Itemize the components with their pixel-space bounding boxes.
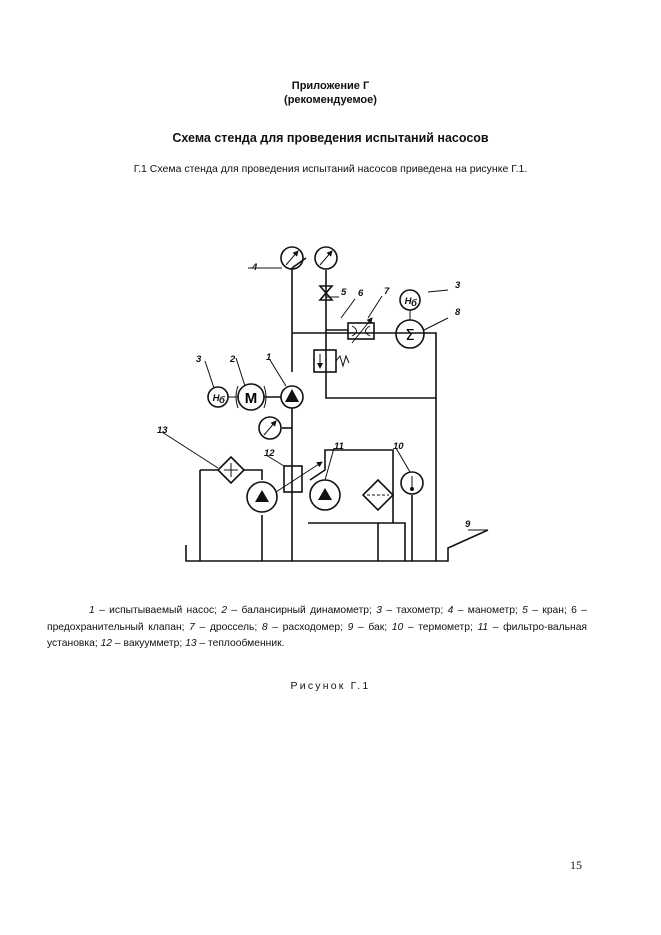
label-8: 8 [455,307,461,318]
label-3-top: 3 [455,280,461,291]
dynamometer-2 [236,384,281,410]
appendix-status: (рекомендуемое) [284,94,377,106]
circulation-pump [247,482,277,512]
label-11: 11 [334,441,344,452]
legend-number: 12 [100,638,113,649]
manometer-4 [281,247,303,269]
legend-number: 8 [261,621,268,633]
flowmeter-8 [396,320,424,348]
filter-pump-11 [310,480,340,510]
throttle-7 [348,318,374,343]
label-9: 9 [465,519,471,530]
label-3-left: 3 [196,354,202,365]
figure-legend [47,603,587,653]
legend-text: – бак; [353,621,392,633]
label-6: 6 [358,288,364,299]
tach-symbol: H [404,296,412,307]
label-1: 1 [266,352,272,363]
legend-text: – теплообменник. [196,638,285,649]
heat-exchanger-13 [218,457,244,483]
legend-text: – термометр; [403,621,478,633]
legend-text: – манометр; [453,605,523,616]
legend-text: – вакуумметр; [112,638,186,649]
label-7: 7 [384,286,390,297]
page-number: 15 [570,858,582,872]
vacuum-gauge-12 [259,417,281,439]
legend-text: – дроссель; [194,621,262,633]
filter-element [363,480,393,510]
legend-number: 4 [447,605,454,616]
legend-number: 7 [189,621,195,633]
manometer-valve [315,247,337,269]
tach-sub: б [411,298,417,309]
label-10: 10 [393,441,404,452]
legend-text: – фильтро-вальная установка; [47,621,588,649]
motor-symbol: M [244,390,258,407]
legend-number: 3 [376,605,382,616]
tach-symbol-2: H [212,393,220,404]
label-2: 2 [230,354,236,365]
tachometer-3-left [208,387,238,407]
tank-outline [186,530,488,561]
legend-number: 13 [185,638,197,649]
legend-number: 2 [221,605,228,616]
filter-loop [308,450,393,523]
filter-legs [378,523,405,561]
section-title: Схема стенда для проведения испытаний насосов [172,131,489,145]
legend-number: 11 [477,621,489,633]
thermometer-10 [401,472,423,494]
label-13: 13 [157,425,168,436]
pump-1 [281,386,303,408]
legend-number: 9 [347,621,354,633]
legend-number: 1 [89,605,95,616]
label-5: 5 [341,287,347,298]
legend-text: – балансирный динамометр; [227,605,377,616]
legend-text: – кран; 6 – предохранительный клапан; [47,605,587,633]
figure-caption: Рисунок Г.1 [290,680,371,692]
safety-valve-6 [314,350,349,372]
legend-text: – испытываемый насос; [94,605,222,616]
flowmeter-symbol: Σ [405,326,415,344]
appendix-title: Приложение Г [291,80,370,92]
label-4: 4 [252,262,258,273]
legend-number: 10 [391,621,404,633]
intro-paragraph: Г.1 Схема стенда для проведения испытаний насосов приведена на рисунке Г.1. [133,163,528,175]
legend-text: – расходомер; [267,621,348,633]
tach-sub-2: б [219,395,225,406]
label-12: 12 [264,448,275,459]
legend-number: 5 [522,605,528,616]
legend-text: – тахометр; [381,605,448,616]
tachometer-3-top [400,290,420,320]
